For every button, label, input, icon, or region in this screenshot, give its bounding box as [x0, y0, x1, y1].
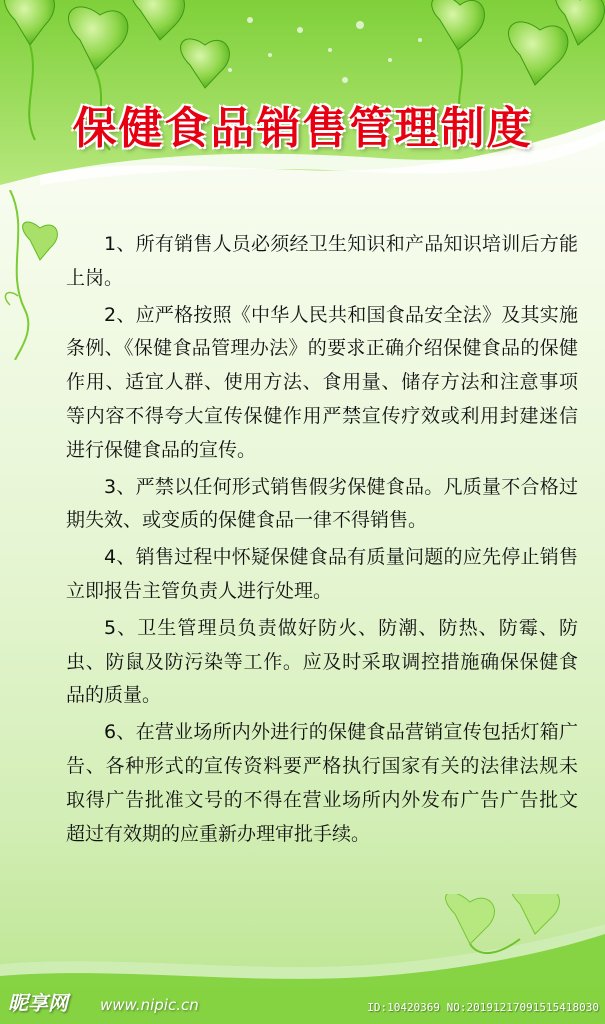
left-vine-decoration: [0, 190, 70, 360]
rule-paragraph-2: 2、应严格按照《中华人民共和国食品安全法》及其实施条例、《保健食品管理办法》的要求正确介绍保健食品的保健作用、适宜人群、使用方法、食用量、储存方法和注意事项等内容不得夸大宣传保健作用严禁宣传疗效或利用封建迷信进行保健食品的宣传。: [66, 303, 578, 461]
rule-paragraph-3: 3、严禁以任何形式销售假劣保健食品。凡质量不合格过期失效、或变质的保健食品一律不得销售。: [66, 475, 578, 532]
rules-body: [66, 228, 578, 854]
rule-paragraph-6: 6、在营业场所内外进行的保健食品营销宣传包括灯箱广告、各种形式的宣传资料要严格执行国家有关的法律法规未取得广告批准文号的不得在营业场所内外发布广告广告批文超过有效期的应重新办理审批手续。: [66, 721, 578, 845]
poster-title: 保健食品销售管理制度: [72, 103, 533, 154]
watermark-id: ID:10420369 NO:20191217091515418030: [367, 1001, 599, 1014]
rule-paragraph-1: 1、所有销售人员必须经卫生知识和产品知识培训后方能上岗。: [66, 233, 578, 289]
watermark-url: www.nipic.cn: [100, 996, 199, 1014]
rule-paragraph-4: 4、销售过程中怀疑保健食品有质量问题的应先停止销售立即报告主管负责人进行处理。: [66, 546, 578, 602]
rule-paragraph-5: 5、卫生管理员负责做好防火、防潮、防热、防霉、防虫、防鼠及防污染等工作。应及时采取调控措施确保保健食品的质量。: [66, 616, 578, 707]
watermark-logo: 昵享网: [8, 991, 68, 1015]
